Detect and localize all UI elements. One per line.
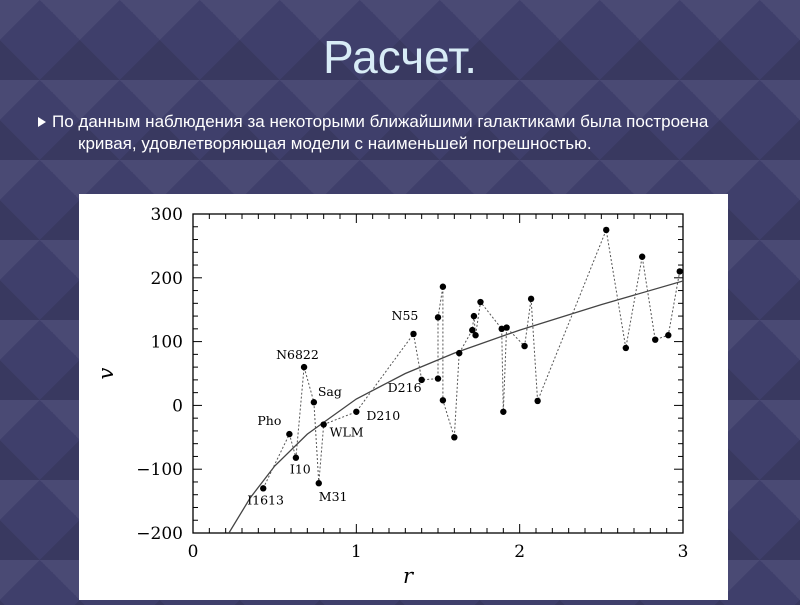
point-label: N6822: [276, 347, 319, 363]
point-label: Pho: [257, 413, 282, 429]
x-tick-label: 1: [350, 542, 362, 562]
data-point: [293, 455, 299, 461]
data-point: [471, 313, 477, 319]
x-tick-label: 2: [514, 542, 526, 562]
data-point: [301, 364, 307, 370]
y-tick-label: 200: [150, 268, 183, 289]
data-point: [286, 431, 292, 437]
slide-title: Расчет.: [323, 31, 477, 83]
scatter-chart: [79, 194, 728, 600]
data-point: [477, 299, 483, 305]
bullet-arrow-icon: [38, 117, 46, 127]
point-label: Sag: [317, 384, 342, 400]
data-point: [435, 375, 441, 381]
data-point: [440, 397, 446, 403]
point-label: D210: [366, 407, 401, 423]
data-point: [456, 350, 462, 356]
data-point: [260, 485, 266, 491]
y-tick-label: −200: [136, 524, 183, 544]
data-point: [534, 398, 540, 404]
data-point: [623, 345, 629, 351]
point-label: N55: [391, 307, 419, 323]
data-point: [410, 331, 416, 337]
data-point: [652, 336, 658, 342]
y-tick-label: 100: [150, 332, 183, 353]
data-point: [353, 409, 359, 415]
y-tick-label: 0: [172, 396, 183, 417]
data-point: [677, 268, 683, 274]
y-axis-label: v: [94, 367, 118, 380]
point-label: D216: [387, 379, 422, 395]
y-tick-label: −100: [136, 460, 183, 481]
data-point: [435, 314, 441, 320]
data-point: [639, 254, 645, 260]
body-text: По данным наблюдения за некоторыми ближайшими галактиками была построена кривая, удовлетворяющая модели с наименьшей погрешностью.: [52, 112, 709, 153]
data-point: [316, 480, 322, 486]
point-label: I1613: [247, 492, 284, 508]
y-tick-label: 300: [150, 205, 183, 225]
data-point: [528, 296, 534, 302]
data-point: [665, 332, 671, 338]
data-point: [603, 227, 609, 233]
x-tick-label: 3: [677, 542, 689, 562]
data-point: [503, 324, 509, 330]
data-point: [500, 409, 506, 415]
data-point: [320, 421, 326, 427]
bullet-paragraph: [52, 111, 742, 155]
x-axis-label: r: [402, 564, 414, 588]
data-point: [440, 284, 446, 290]
chart-panel: [79, 194, 728, 600]
plot-frame: [193, 214, 683, 533]
data-point: [472, 332, 478, 338]
data-point: [521, 343, 527, 349]
data-connector-line: [263, 230, 680, 488]
point-label: WLM: [329, 424, 364, 440]
x-tick-label: 0: [187, 542, 199, 562]
point-label: M31: [318, 489, 348, 505]
data-point: [451, 434, 457, 440]
point-label: I10: [289, 461, 311, 477]
data-point: [311, 399, 317, 405]
